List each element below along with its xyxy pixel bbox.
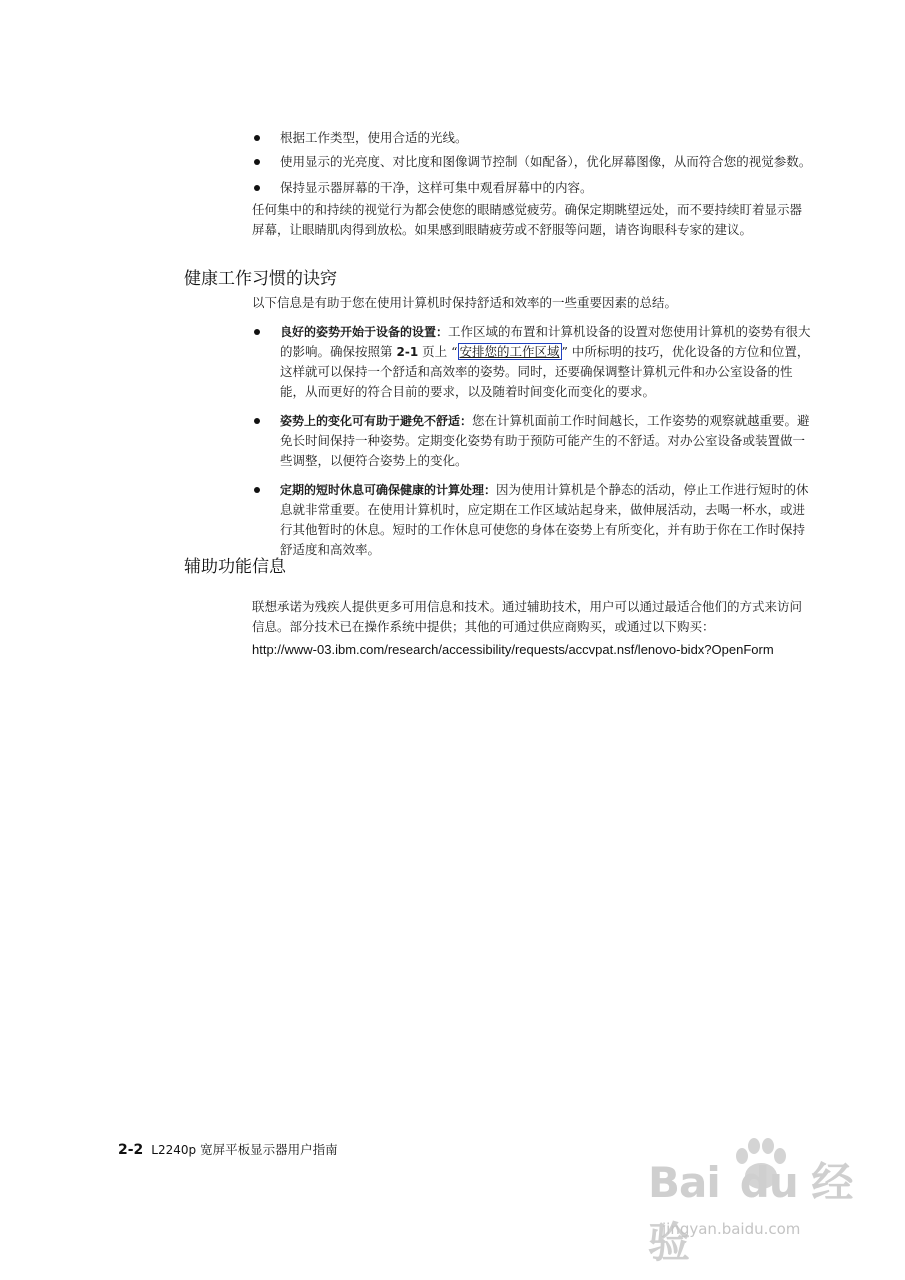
tip-text: 您在计算机面前工作时间越长，工作姿势的观察就越重要。避免长时间保持一种姿势。定期变化姿势有助于预防可能产生的不舒适。对办公室设备或装置做一些调整，以便符合姿势上的变化。 [280,413,810,468]
bullet-icon [254,135,260,141]
list-item [252,322,812,402]
bullet-icon [254,487,260,493]
list-item [252,128,812,148]
manual-title: 宽屏平板显示器用户指南 [200,1142,338,1157]
accessibility-paragraph: 联想承诺为残疾人提供更多可用信息和技术。通过辅助技术，用户可以通过最适合他们的方式来访问信息。部分技术已在操作系统中提供；其他的可通过供应商购买，或通过以下购买： [252,599,803,634]
list-item [252,178,812,198]
page-footer [118,1140,338,1158]
page-number: 2-2 [118,1142,144,1158]
baidu-watermark [640,1132,870,1272]
bullet-text: 根据工作类型，使用合适的光线。 [280,130,468,145]
workspace-link[interactable]: 安排您的工作区域 [459,344,560,359]
bullet-icon [254,185,260,191]
accessibility-url-link[interactable]: http://www-03.ibm.com/research/accessibility/requests/accvpat.nsf/lenovo-bidx?OpenForm [252,642,774,657]
healthy-habits-section [252,293,812,560]
page-reference: 2-1 [396,345,419,359]
section-heading-accessibility: 辅助功能信息 [184,557,286,577]
watermark-logo: Bai du 经验 [648,1158,853,1267]
tip-text: 工作区域的布置和计算机设备的设置对您使用计算机的姿势有很大的影响。确保按照第 [280,324,811,359]
tip-text: ” 中所标明的技巧，优化设备的方位和位置，这样就可以保持一个舒适和高效率的姿势。同时，还要确保调整计算机元件和办公室设备的性能，从而更好的符合目前的要求，以及随着时间变化而变化的要求。 [280,344,810,399]
bullet-icon [254,418,260,424]
accessibility-section [252,597,812,637]
list-item [252,411,812,471]
tip-lead: 良好的姿势开始于设备的设置： [280,325,449,339]
bullet-icon [254,159,260,165]
list-item [252,152,812,172]
tip-lead: 姿势上的变化可有助于避免不舒适： [280,414,473,428]
model-name: L2240p [151,1143,197,1157]
tip-lead: 定期的短时休息可确保健康的计算处理： [280,483,497,497]
bullet-icon [254,329,260,335]
list-item [252,480,812,560]
top-bullet-list [252,128,812,240]
tip-text: 因为使用计算机是个静态的活动，停止工作进行短时的休息就非常重要。在使用计算机时，应定期在工作区域站起身来，做伸展活动，去喝一杯水，或进行其他暂时的休息。短时的工作休息可使您的身体在姿势上有所变化，并有助于你在工作时保持舒适度和高效率。 [280,482,809,557]
section-intro: 以下信息是有助于您在使用计算机时保持舒适和效率的一些重要因素的总结。 [252,295,678,310]
bullet-text: 使用显示的光亮度、对比度和图像调节控制（如配备），优化屏幕图像，从而符合您的视觉参数。 [280,154,812,169]
bullet-text: 保持显示器屏幕的干净，这样可集中观看屏幕中的内容。 [280,180,593,195]
section-heading-healthy-habits: 健康工作习惯的诀窍 [184,269,337,289]
vision-paragraph: 任何集中的和持续的视觉行为都会使您的眼睛感觉疲劳。确保定期眺望远处，而不要持续盯着显示器屏幕，让眼睛肌肉得到放松。如果感到眼睛疲劳或不舒服等问题，请咨询眼科专家的建议。 [252,202,803,237]
watermark-site: jingyan.baidu.com [662,1220,801,1238]
tip-text: 页上 “ [418,344,458,359]
